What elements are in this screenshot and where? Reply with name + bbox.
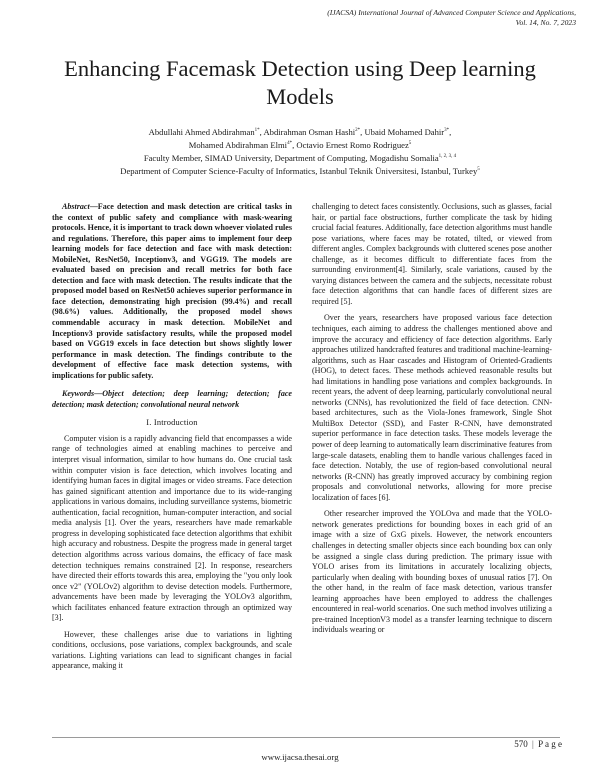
keywords bbox=[52, 389, 292, 410]
page-number-value: 570 bbox=[514, 739, 528, 749]
affiliation-text: Faculty Member, SIMAD University, Department of Computing, Mogadishu Somalia bbox=[143, 153, 439, 163]
paragraph: Other researcher improved the YOLOva and made that the YOLO-network generates predictions for bounding boxes in each grid of an image with a size of GxG pixels. However, the network encounters challenges in detecting smaller objects since each bounding box can only be assigned a single class during prediction. The primary issue with YOLO arises from its limitations in accurately localizing objects, particularly when dealing with bounding boxes of unusual ratios [7]. On the other hand, in the realm of face mask detection, various transfer learning approaches have been employed to address the challenges encountered in real-world scenarios. One such method involves utilizing a pre-trained InceptionV3 model as a transfer learning technique to discern individuals wearing or bbox=[312, 509, 552, 635]
journal-header bbox=[256, 8, 576, 28]
affiliation-marker: 5 bbox=[477, 167, 480, 173]
author-marker: 5 bbox=[408, 141, 412, 147]
paper-title bbox=[40, 55, 560, 111]
paragraph: Computer vision is a rapidly advancing field that encompasses a wide range of technologies aimed at enabling machines to perceive and interpret visual information, similar to how humans do. One crucial task within computer vision is face detection, which involves locating and identifying human faces in digital images or video streams. Face detection has gained significant attention and importance due to its wide-ranging applications in various domains, including surveillance systems, biometric authentication, facial recognition, human-computer interaction, and social media analysis [1]. Over the years, researchers have made remarkable progress in developing sophisticated face detection algorithms that exhibit high accuracy and robustness. Despite the progress made in general target detection algorithms across various domains, the efficacy of face mask detection techniques remains constrained [2]. In response, researchers have directed their efforts towards this area, employing the "you only look once v2" (YOLOv2) algorithm to devise detection models. Furthermore, advancements have been made by leveraging the YOLOv3 algorithm, which facilitates enhanced feature extraction through an optimized way [3]. bbox=[52, 433, 292, 623]
paper-title-line-1: Enhancing Facemask Detection using Deep learning bbox=[64, 56, 536, 81]
right-column bbox=[312, 202, 552, 636]
affiliation-text: Department of Computer Science-Faculty of Informatics, Istanbul Teknik Üniversitesi, Istanbul, Turkey bbox=[120, 166, 478, 176]
affiliation-1 bbox=[50, 152, 550, 165]
abstract-label: Abstract bbox=[62, 202, 90, 211]
author-marker: 4* bbox=[287, 141, 293, 147]
journal-volume: Vol. 14, No. 7, 2023 bbox=[515, 18, 576, 27]
footer-website: www.ijacsa.thesai.org bbox=[261, 752, 339, 762]
author-marker: 2* bbox=[355, 128, 361, 134]
author-block bbox=[50, 126, 550, 178]
author-line-1 bbox=[50, 126, 550, 139]
abstract bbox=[52, 202, 292, 381]
keywords-text: —Object detection; deep learning; detection; face detection; mask detection; convolutional neural network bbox=[52, 389, 292, 409]
author-name: Mohamed Abdirahman Elmi bbox=[188, 140, 288, 150]
paragraph: However, these challenges arise due to variations in lighting conditions, occlusions, pose variations, complex backgrounds, and scale variations. Lighting variations can lead to significant changes in facial appearance, making it bbox=[52, 629, 292, 671]
author-name: Abdullahi Ahmed Abdirahman bbox=[148, 127, 255, 137]
author-name: , Ubaid Mohamed Dahir bbox=[360, 127, 445, 137]
journal-name: (IJACSA) International Journal of Advanced Computer Science and Applications, bbox=[327, 8, 576, 17]
abstract-text: —Face detection and mask detection are critical tasks in the context of public safety and compliance with mask-wearing protocols. Hence, it is important to track down whoever violated rules and regulations. Therefore, this paper aims to implement four deep learning models for face detection and face with mask detection: MobileNet, ResNet50, Inceptionv3, and VGG19. The models are evaluated based on precision and recall metrics for both face detection and face with mask detection. The results indicate that the proposed model based on ResNet50 achieves superior performance in face detection, demonstrating high precision (99.4%) and recall (98.6%) values. Additionally, the proposed model shows commendable accuracy in mask detection. MobileNet and Inceptionv3 provide satisfactory results, while the proposed model based on VGG19 excels in face detection but shows slightly lower performance in mask detection. The findings contribute to the development of effective face mask detection systems, with implications for public safety. bbox=[52, 202, 292, 380]
paper-title-line-2: Models bbox=[266, 84, 334, 109]
author-name: , Abdirahman Osman Hashi bbox=[259, 127, 356, 137]
author-marker: 1* bbox=[254, 128, 260, 134]
page-label: P a g e bbox=[538, 739, 562, 749]
author-name: , Octavio Ernest Romo Rodriguez bbox=[292, 140, 409, 150]
author-line-2 bbox=[50, 139, 550, 152]
affiliation-marker: 1, 2, 3, 4 bbox=[438, 154, 457, 160]
paragraph: Over the years, researchers have proposed various face detection techniques, each aiming to address the challenges mentioned above and improve the accuracy and efficiency of face detection algorithms. Early approaches utilized handcrafted features and traditional machine-learning-algorithms, such as Haar cascades and Histogram of Oriented-Gradients (HOG), to detect faces. These methods achieved reasonable results but had limitations in handling pose variations and complex backgrounds. In recent years, the advent of deep learning, particularly convolutional neural networks (CNNs), has revolutionized the field of face detection. CNN-based architectures, such as the Viola-Jones framework, Single Shot MultiBox Detector (SSD), and Faster R-CNN, have demonstrated superior performance in face detection tasks. These models leverage the power of deep learning to automatically learn discriminative features from large-scale datasets, enabling them to handle various challenges faced in face detection. Notably, the use of region-based convolutional neural networks (R-CNN) has greatly improved accuracy by combining region proposals and convolutional networks, allowing for more precise localization of faces [6]. bbox=[312, 313, 552, 502]
page-number bbox=[514, 739, 562, 749]
page-separator: | bbox=[532, 739, 534, 749]
footer-divider bbox=[52, 737, 560, 738]
author-marker: 3* bbox=[444, 128, 450, 134]
section-heading-introduction: I. Introduction bbox=[146, 418, 198, 428]
keywords-label: Keywords bbox=[62, 389, 95, 399]
left-column bbox=[52, 202, 292, 672]
paragraph: challenging to detect faces consistently. Occlusions, such as glasses, facial hair, or partial face obstructions, further complicate the task by hiding crucial facial features. Additionally, face detection algorithms must handle pose variations, where faces may be rotated, tilted, or viewed from different angles. Complex backgrounds with cluttered scenes pose another challenge, as it becomes difficult to differentiate faces from the surrounding environment[4]. Similarly, scale variations, caused by the varying distances between the camera and the subjects, necessitate robust face detection algorithms that can handle faces of different sizes are required [5]. bbox=[312, 202, 552, 306]
affiliation-2 bbox=[50, 165, 550, 178]
author-separator: , bbox=[449, 127, 452, 137]
